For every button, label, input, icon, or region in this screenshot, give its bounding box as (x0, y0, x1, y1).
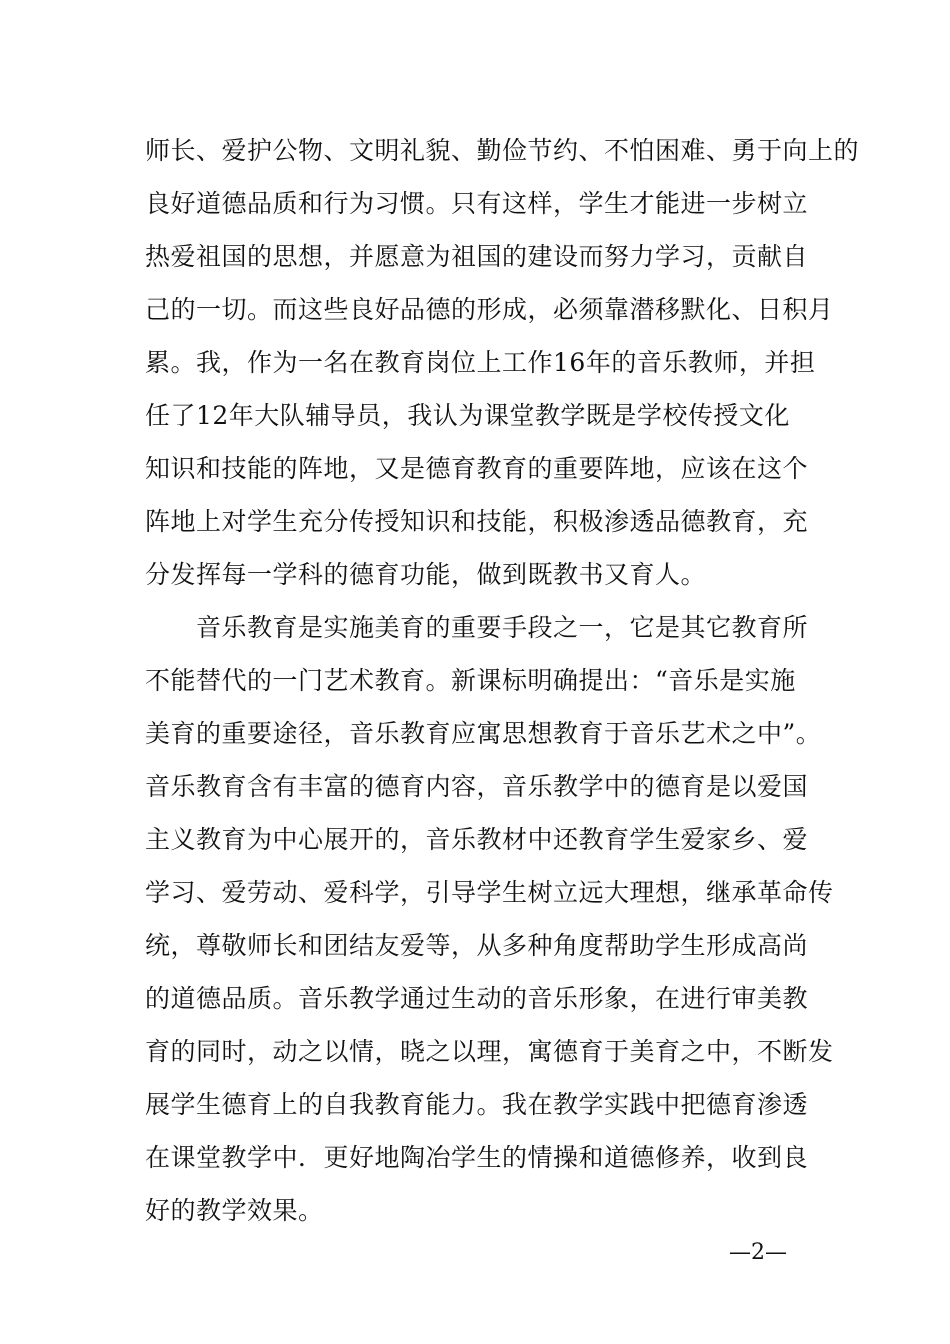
text-line: 在课堂教学中．更好地陶冶学生的情操和道德修养，收到良 (145, 1143, 809, 1172)
text-line: 分发挥每一学科的德育功能，做到既教书又育人。 (145, 560, 707, 589)
text-line: 己的一切。而这些良好品德的形成，必须靠潜移默化、日积月 (145, 295, 834, 324)
text-line: 好的教学效果。 (145, 1196, 324, 1225)
text-line: 育的同时，动之以情，晓之以理，寓德育于美育之中，不断发 (145, 1037, 834, 1066)
text-line: 的道德品质。音乐教学通过生动的音乐形象，在进行审美教 (145, 984, 809, 1013)
text-line: 不能替代的一门艺术教育。新课标明确提出：“音乐是实施 (145, 666, 796, 695)
text-line: 统，尊敬师长和团结友爱等，从多种角度帮助学生形成高尚 (145, 931, 809, 960)
text-line: 音乐教育是实施美育的重要手段之一，它是其它教育所 (145, 613, 809, 642)
text-line: 知识和技能的阵地，又是德育教育的重要阵地，应该在这个 (145, 454, 809, 483)
body-text (145, 132, 860, 1245)
text-line: 师长、爱护公物、文明礼貌、勤俭节约、不怕困难、勇于向上的 (145, 136, 860, 165)
text-line: 展学生德育上的自我教育能力。我在教学实践中把德育渗透 (145, 1090, 809, 1119)
text-line: 累。我，作为一名在教育岗位上工作16年的音乐教师，并担 (145, 348, 816, 377)
text-line: 良好道德品质和行为习惯。只有这样，学生才能进一步树立 (145, 189, 809, 218)
text-line: 热爱祖国的思想，并愿意为祖国的建设而努力学习，贡献自 (145, 242, 809, 271)
text-line: 任了12年大队辅导员，我认为课堂教学既是学校传授文化 (145, 401, 790, 430)
text-line: 美育的重要途径，音乐教育应寓思想教育于音乐艺术之中”。 (145, 719, 822, 748)
page-number: —2— (729, 1240, 787, 1265)
text-line: 主义教育为中心展开的，音乐教材中还教育学生爱家乡、爱 (145, 825, 809, 854)
text-line: 学习、爱劳动、爱科学，引导学生树立远大理想，继承革命传 (145, 878, 834, 907)
text-line: 阵地上对学生充分传授知识和技能，积极渗透品德教育，充 (145, 507, 809, 536)
text-line: 音乐教育含有丰富的德育内容，音乐教学中的德育是以爱国 (145, 772, 809, 801)
